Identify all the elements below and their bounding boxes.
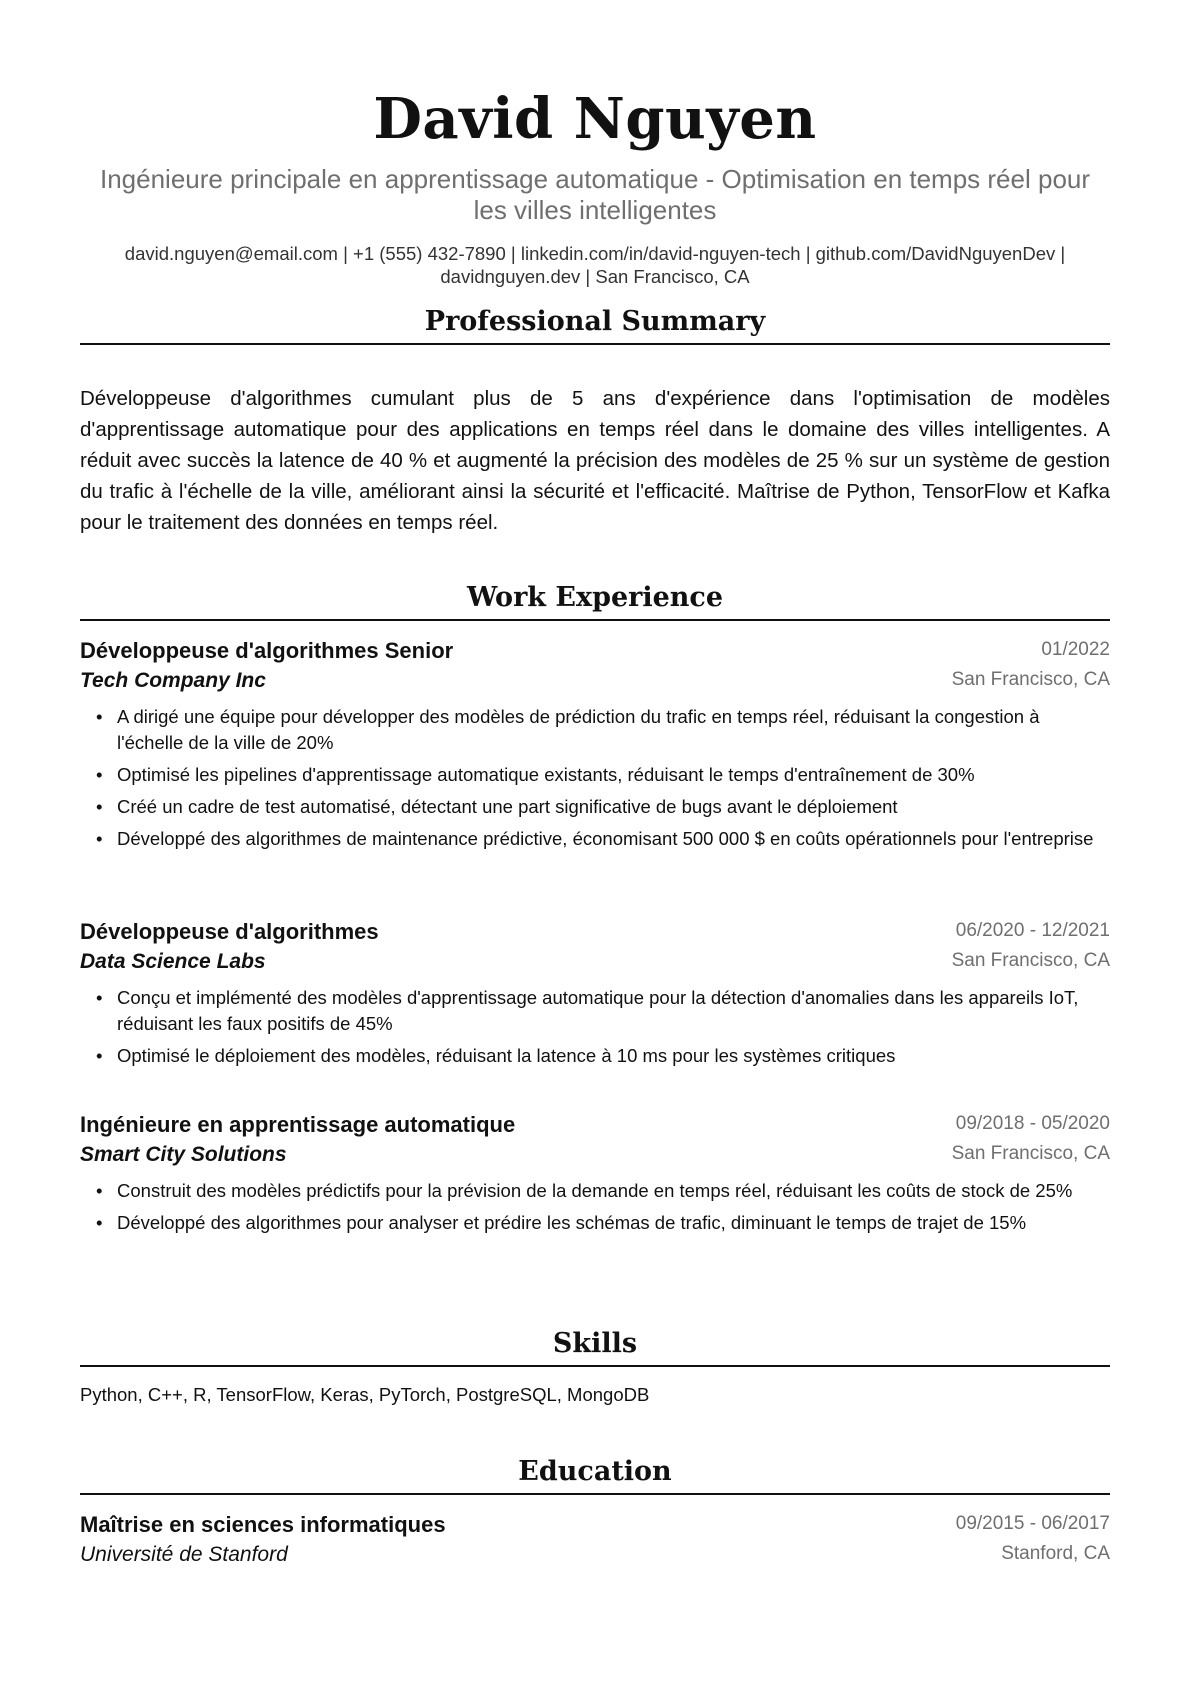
bullet-icon: • — [96, 764, 103, 785]
list-item: • Construit des modèles prédictifs pour la prévision de la demande en temps réel, réduisant les coûts de stock de 25% — [80, 1178, 1110, 1204]
job-bullets — [80, 985, 1110, 1069]
skills-list: Python, C++, R, TensorFlow, Keras, PyTorch, PostgreSQL, MongoDB — [80, 1384, 650, 1405]
experience-entry — [80, 636, 1110, 858]
experience-entry — [80, 1110, 1110, 1242]
list-item: • Développé des algorithmes pour analyser et prédire les schémas de trafic, diminuant le temps de trajet de 15% — [80, 1210, 1110, 1236]
section-divider-summary — [80, 343, 1110, 345]
section-title-summary: Professional Summary — [424, 306, 766, 337]
list-item: • Optimisé les pipelines d'apprentissage automatique existants, réduisant le temps d'entraînement de 30% — [80, 762, 1110, 788]
job-title: Développeuse d'algorithmes — [80, 919, 379, 944]
job-company: Data Science Labs — [80, 950, 266, 973]
job-company: Tech Company Inc — [80, 669, 266, 692]
candidate-headline: Ingénieure principale en apprentissage automatique - Optimisation en temps réel pour les villes intelligentes — [99, 164, 1091, 225]
summary-text: Développeuse d'algorithmes cumulant plus de 5 ans d'expérience dans l'optimisation de modèles d'apprentissage automatique pour des applications en temps réel dans le domaine des villes intelligentes. A réduit avec succès la latence de 40 % et augmenté la précision des modèles de 25 % sur un système de gestion du trafic à l'échelle de la ville, améliorant ainsi la sécurité et l'efficacité. Maîtrise de Python, TensorFlow et Kafka pour le traitement des données en temps réel. — [80, 387, 1110, 534]
bullet-icon: • — [96, 1045, 103, 1066]
job-company: Smart City Solutions — [80, 1143, 287, 1166]
list-item: • A dirigé une équipe pour développer des modèles de prédiction du trafic en temps réel, réduisant la congestion à l'échelle de la ville de 20% — [96, 706, 1040, 753]
job-title: Ingénieure en apprentissage automatique — [80, 1112, 516, 1137]
bullet-icon: • — [96, 828, 103, 849]
job-date: 06/2020 - 12/2021 — [955, 920, 1110, 941]
job-location: San Francisco, CA — [951, 669, 1110, 690]
section-title-skills: Skills — [552, 1328, 638, 1359]
section-title-experience: Work Experience — [466, 582, 724, 613]
experience-entry — [80, 917, 1110, 1075]
list-item: • Optimisé le déploiement des modèles, réduisant la latence à 10 ms pour les systèmes critiques — [80, 1043, 1110, 1069]
list-item: • Conçu et implémenté des modèles d'apprentissage automatique pour la détection d'anomalies dans les appareils IoT, réduisant les faux positifs de 45% — [96, 987, 1079, 1034]
degree-title: Maîtrise en sciences informatiques — [80, 1512, 446, 1537]
job-bullets — [80, 704, 1110, 852]
section-divider-experience — [80, 619, 1110, 621]
bullet-icon: • — [96, 987, 103, 1008]
section-divider-education — [80, 1493, 1110, 1495]
bullet-icon: • — [96, 796, 103, 817]
bullet-icon: • — [96, 1180, 103, 1201]
job-date: 01/2022 — [1041, 639, 1110, 660]
list-item: • Créé un cadre de test automatisé, détectant une part significative de bugs avant le déploiement — [80, 794, 1110, 820]
job-bullets — [80, 1178, 1110, 1236]
section-divider-skills — [80, 1365, 1110, 1367]
list-item: • Développé des algorithmes de maintenance prédictive, économisant 500 000 $ en coûts opérationnels pour l'entreprise — [80, 826, 1110, 852]
education-entry — [80, 1510, 1110, 1570]
bullet-icon: • — [96, 706, 103, 727]
section-title-education: Education — [518, 1456, 672, 1487]
contact-line: david.nguyen@email.com | +1 (555) 432-7890 | linkedin.com/in/david-nguyen-tech | github.com/DavidNguyenDev | davidnguyen.dev | San Francisco, CA — [124, 243, 1066, 287]
education-date: 09/2015 - 06/2017 — [955, 1513, 1110, 1534]
school-name: Université de Stanford — [80, 1543, 288, 1566]
bullet-icon: • — [96, 1212, 103, 1233]
job-date: 09/2018 - 05/2020 — [955, 1113, 1110, 1134]
candidate-name: David Nguyen — [373, 86, 817, 152]
education-location: Stanford, CA — [1001, 1543, 1110, 1564]
job-location: San Francisco, CA — [951, 950, 1110, 971]
job-location: San Francisco, CA — [951, 1143, 1110, 1164]
job-title: Développeuse d'algorithmes Senior — [80, 638, 454, 663]
